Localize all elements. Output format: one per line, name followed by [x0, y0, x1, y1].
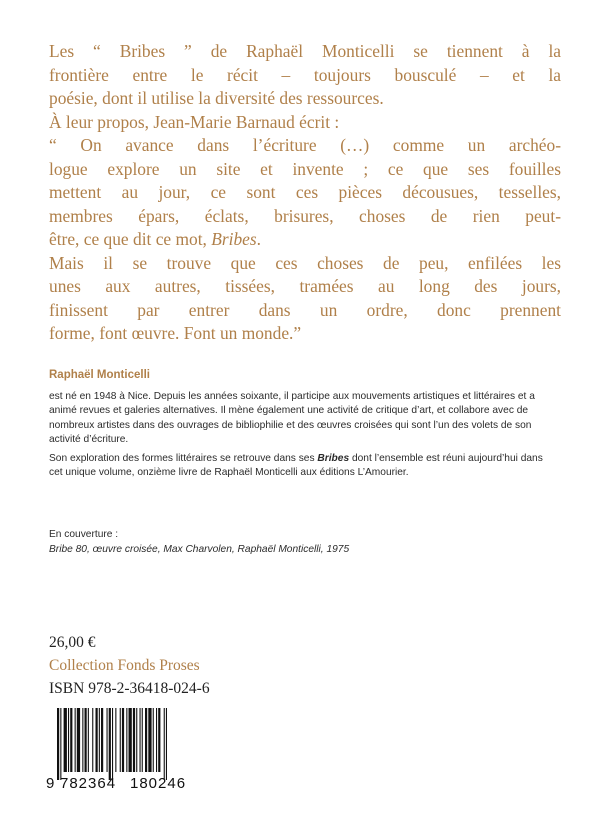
barcode-bar	[115, 708, 116, 772]
blurb-line: poésie, dont il utilise la diversité des ressources.	[49, 88, 384, 108]
barcode-digits-right: 180246	[130, 775, 187, 792]
barcode-bar	[109, 708, 111, 780]
cover-credit: Bribe 80, œuvre croisée, Max Charvolen, Raphaël Monticelli, 1975	[49, 544, 350, 555]
blurb-line: logue explore un site et invente ; ce que ses fouilles	[49, 158, 561, 179]
price: 26,00 €	[49, 634, 96, 651]
barcode-bar	[129, 708, 132, 772]
barcode-bars	[53, 708, 213, 780]
blurb-italic-title: Bribes	[211, 229, 257, 249]
barcode-bar	[148, 708, 151, 772]
blurb-line: finissent par entrer dans un ordre, donc prennent	[49, 299, 561, 320]
collection-name: Collection Fonds Proses	[49, 657, 200, 674]
barcode-bar	[153, 708, 154, 772]
barcode-bar	[88, 708, 89, 772]
barcode-bar	[158, 708, 160, 772]
blurb-line: unes aux autres, tissées, tramées au long des jours,	[49, 276, 561, 296]
barcode-bar	[107, 708, 108, 772]
barcode-bar	[99, 708, 100, 772]
barcode-bar	[126, 708, 127, 772]
barcode-bar	[75, 708, 76, 772]
blurb	[49, 40, 561, 346]
barcode-bar	[164, 708, 165, 780]
blurb-line: mettent au jour, ce sont ces pièces décousues, tesselles,	[49, 182, 561, 202]
blurb-line: À leur propos, Jean-Marie Barnaud écrit :	[49, 111, 340, 132]
blurb-line: Les “ Bribes ” de Raphaël Monticelli se tiennent à la	[49, 41, 561, 61]
blurb-line: membres épars, éclats, brisures, choses de rien peut-	[49, 205, 561, 226]
bio-text: Son exploration des formes littéraires se retrouve dans ses	[49, 453, 318, 465]
bio-text: dont l’ensemble est réuni aujourd’hui dans cet unique volume, onzième livre de Raphaël Monticelli aux éditions L’Amourier.	[49, 453, 543, 479]
barcode-bar	[140, 708, 141, 772]
barcode-bar	[85, 708, 87, 772]
isbn: ISBN 978-2-36418-024-6	[49, 680, 210, 697]
blurb-text: être, ce que dit ce mot,	[49, 229, 207, 249]
blurb-line: frontière entre le récit – toujours bousculé – et la	[49, 64, 561, 85]
barcode-bar	[120, 708, 121, 772]
bio-paragraph: est né en 1948 à Nice. Depuis les années soixante, il participe aux mouvements artistiques et littéraires et a animé revues et galeries alternatives. Il mène également une activité de critique d’art, et collabore avec de nombreux artistes dans des ouvrages de bibliophilie et des œuvres croisées qui sont l’un des volets de son activité d’écriture.	[49, 391, 535, 445]
bio-italic-title: Bribes	[317, 453, 350, 465]
barcode-bar	[122, 708, 124, 772]
author-bio	[49, 390, 559, 481]
barcode-bar	[133, 708, 135, 772]
blurb-line: “ On avance dans l’écriture (…) comme un archéo-	[49, 135, 561, 155]
barcode-bar	[101, 708, 103, 772]
barcode-bar	[70, 708, 72, 772]
author-name: Raphaël Monticelli	[49, 369, 150, 381]
barcode-bar	[68, 708, 69, 772]
barcode-bar	[92, 708, 93, 772]
bio-paragraph	[49, 452, 559, 481]
blurb-line	[49, 228, 561, 252]
barcode-bar	[96, 708, 98, 772]
blurb-punct: .	[256, 229, 262, 249]
barcode-bar	[142, 708, 143, 772]
cover-label: En couverture :	[49, 529, 119, 540]
barcode-bar	[60, 708, 61, 780]
barcode-bar	[156, 708, 157, 772]
blurb-line: forme, font œuvre. Font un monde.”	[49, 323, 302, 343]
barcode-digits-left: 782364	[60, 775, 117, 792]
blurb-line: Mais il se trouve que ces choses de peu, enfilées les	[49, 252, 561, 273]
barcode-bar	[77, 708, 80, 772]
barcode	[53, 708, 213, 780]
barcode-bar	[136, 708, 137, 772]
barcode-bar	[166, 708, 167, 780]
barcode-bar	[82, 708, 83, 772]
barcode-digit-first: 9	[46, 775, 56, 792]
barcode-bar	[112, 708, 113, 780]
barcode-bar	[64, 708, 67, 772]
barcode-bar	[57, 708, 59, 780]
barcode-bar	[145, 708, 147, 772]
